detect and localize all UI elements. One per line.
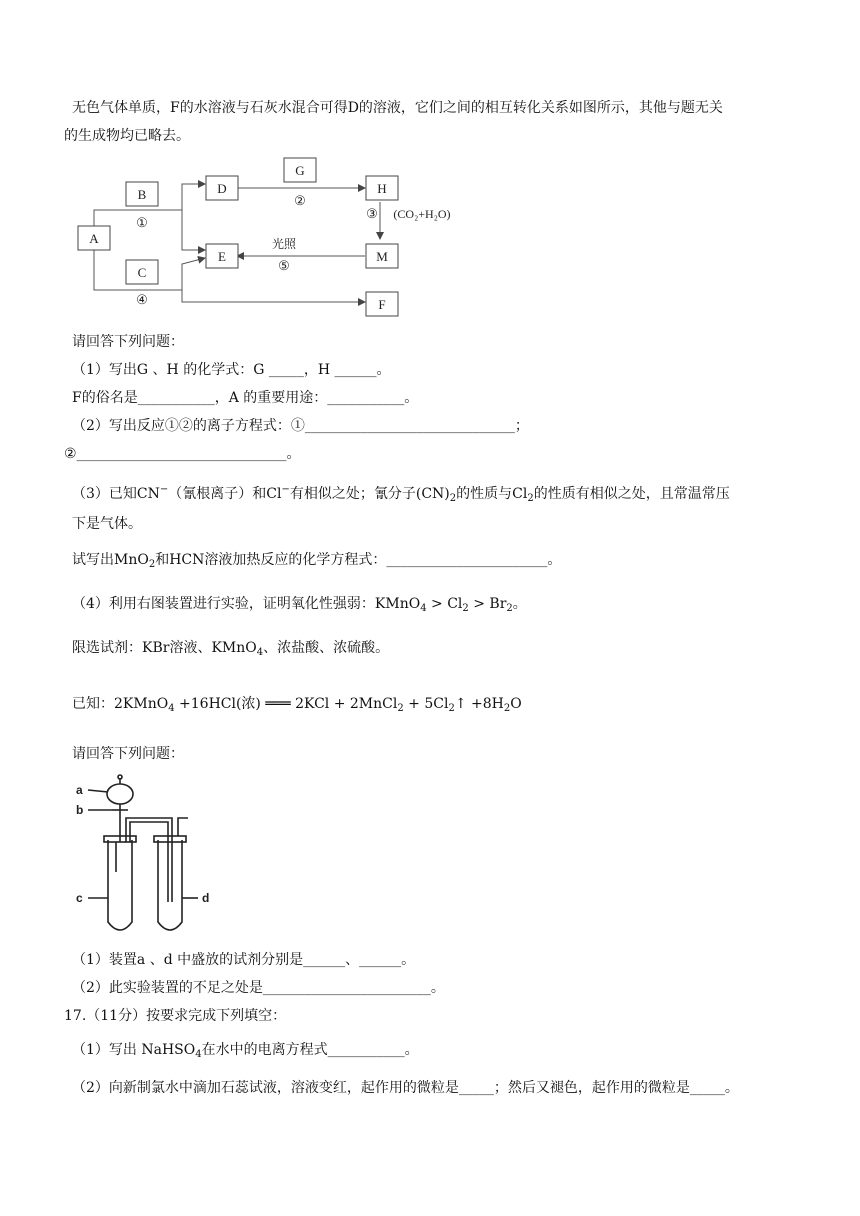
- label-g: G: [295, 163, 305, 178]
- reaction-3-condition: (CO₂+H₂O): [393, 207, 451, 221]
- label-d: D: [217, 181, 227, 196]
- label-f: F: [378, 297, 386, 312]
- label-apparatus-b: b: [76, 803, 84, 817]
- reaction-1: ①: [136, 215, 148, 230]
- label-a: A: [89, 231, 99, 246]
- sub-question-2: （2）此实验装置的不足之处是________________________。: [72, 980, 445, 996]
- label-h: H: [377, 181, 387, 196]
- label-m: M: [376, 249, 388, 264]
- reaction-5-condition: 光照: [271, 237, 297, 251]
- q1-line-b: F的俗名是___________，A 的重要用途：___________。: [72, 390, 419, 406]
- q4-known-equation: 已知：2KMnO$_4$ +16HCl(浓) ═══ 2KCl + 2MnCl$_2$ + $5Cl_2↑ +8H_2O$: [72, 696, 522, 714]
- reaction-4: ④: [136, 292, 148, 307]
- intro-line-1: 无色气体单质，F的水溶液与石灰水混合可得D的溶液，它们之间的相互转化关系如图所示，其他与题无关: [72, 100, 723, 116]
- q1-line-a: （1）写出G 、H 的化学式：G _____，H ______。: [72, 362, 391, 378]
- sub-question-1: （1）装置a 、d 中盛放的试剂分别是______、______。: [72, 952, 416, 968]
- apparatus-diagram: [72, 772, 222, 940]
- test-tube-d: [158, 840, 182, 930]
- reaction-3: ③: [366, 206, 378, 221]
- label-apparatus-c: c: [76, 891, 83, 905]
- test-tube-c: [108, 840, 132, 930]
- label-e: E: [218, 249, 226, 264]
- q17-part-2: （2）向新制氯水中滴加石蕊试液，溶液变红，起作用的微粒是_____；然后又褪色，起作用的微粒是_____。: [72, 1080, 739, 1096]
- q2-line-a: （2）写出反应①②的离子方程式：①______________________________；: [72, 418, 529, 434]
- question-intro: 请回答下列问题：: [72, 334, 184, 350]
- reaction-5: ⑤: [278, 258, 290, 273]
- q17-part-1: （1）写出 NaHSO$_4$在水中的电离方程式___________。: [72, 1042, 419, 1060]
- intro-line-2: 的生成物均已略去。: [64, 128, 190, 144]
- label-b: B: [137, 187, 147, 202]
- q2-line-b: ②______________________________。: [64, 446, 301, 462]
- q4-ask: 请回答下列问题：: [72, 746, 184, 762]
- label-c: C: [137, 265, 147, 280]
- reaction-flowchart: [72, 152, 472, 322]
- q3-line-3: 试写出MnO$_2$和HCN溶液加热反应的化学方程式：_______________________。: [72, 552, 562, 570]
- label-apparatus-a: a: [76, 783, 83, 797]
- q3-line-2: 下是气体。: [72, 516, 142, 532]
- q4-line-1: （4）利用右图装置进行实验，证明氧化性强弱：KMnO$_4$ > $Cl_2 > Br_2$。: [72, 596, 527, 614]
- question-17-title: 17.（11分）按要求完成下列填空：: [64, 1008, 287, 1024]
- reaction-2: ②: [294, 193, 306, 208]
- q3-line-1: （3）已知CN−（氰根离子）和Cl−有相似之处；氰分子$(CN)_2$的性质与$Cl_2$的性质有相似之处，且常温常压: [72, 484, 730, 504]
- label-apparatus-d: d: [202, 891, 210, 905]
- separatory-funnel: [107, 784, 133, 804]
- q4-reagents: 限选试剂：KBr溶液、KMnO$_4$、浓盐酸、浓硫酸。: [72, 640, 390, 658]
